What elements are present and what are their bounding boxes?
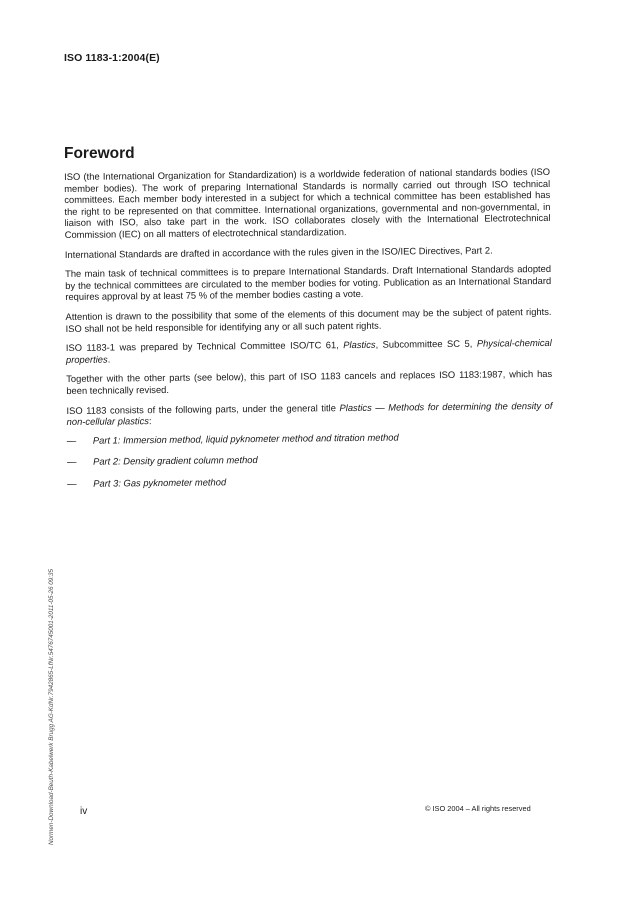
paragraph-parts-intro [66,399,552,427]
page-number: iv [80,806,88,817]
general-title: Plastics — Methods for determining the density of non-cellular plastics [66,399,553,428]
list-item [67,430,553,447]
paragraph-prepared-by [66,337,552,365]
parts-intro-end: : [148,415,152,427]
list-dash: — [66,456,77,468]
part-title: Part 1: Immersion method, liquid pyknometer method and titration method [92,431,399,446]
list-item [67,451,553,468]
paragraph-technical-committees: The main task of technical committees is to prepare International Standards. Draft International Standards adopted by the technical committees are circulated to the member bodies for voting. Publication as an International Standard requires approval by at least 75 % of the member bodies casting a vote. [65,263,552,303]
part-title: Part 3: Gas pyknometer method [93,476,227,489]
list-item [67,473,553,490]
prepared-by-subcommittee: , Subcommittee SC 5, [375,337,477,350]
prepared-by-text: ISO 1183-1 was prepared by Technical Committee ISO/TC 61, [65,339,344,354]
paragraph-revision: Together with the other parts (see below), this part of ISO 1183 cancels and replaces ISO 1183:1987, which has been technically revised. [66,368,553,396]
document-identifier: ISO 1183-1:2004(E) [64,52,160,64]
list-dash: — [66,434,77,446]
copyright-notice: © ISO 2004 – All rights reserved [425,804,531,813]
paragraph-patent-rights: Attention is drawn to the possibility that some of the elements of this document may be the subject of patent rights. ISO shall not be held responsible for identifying any or all such patent rights. [65,305,552,334]
foreword-body [64,166,553,500]
paragraph-iso-federation: ISO (the International Organization for Standardization) is a worldwide federation of national standards bodies (ISO member bodies). The work of preparing International Standards is normally carried out through ISO technical committees. Each member body interested in a subject for which a technical committee has been established has the right to be represented on that committee. International organizations, governmental and non-governmental, in liaison with ISO, also take part in the work. ISO collaborates closely with the International Electrotechnical Commission (IEC) on all matters of electrotechnical standardization. [64,165,551,240]
download-stamp: Normen-Download-Beuth-Kabelwerk Brugg AG-KdNr.7942865-LfNr.5476745001-2011-05-26 09:35 [48,568,55,845]
paragraph-directives: International Standards are drafted in accordance with the rules given in the ISO/IEC Directives, Part 2. [64,244,493,260]
subcommittee-title: Physical-chemical properties [65,337,552,365]
prepared-by-end: . [107,353,111,365]
parts-intro-text: ISO 1183 consists of the following parts, under the general title [66,401,340,416]
list-dash: — [67,477,77,489]
foreword-heading: Foreword [64,145,135,162]
committee-title: Plastics [343,338,376,351]
part-title: Part 2: Density gradient column method [92,454,258,467]
